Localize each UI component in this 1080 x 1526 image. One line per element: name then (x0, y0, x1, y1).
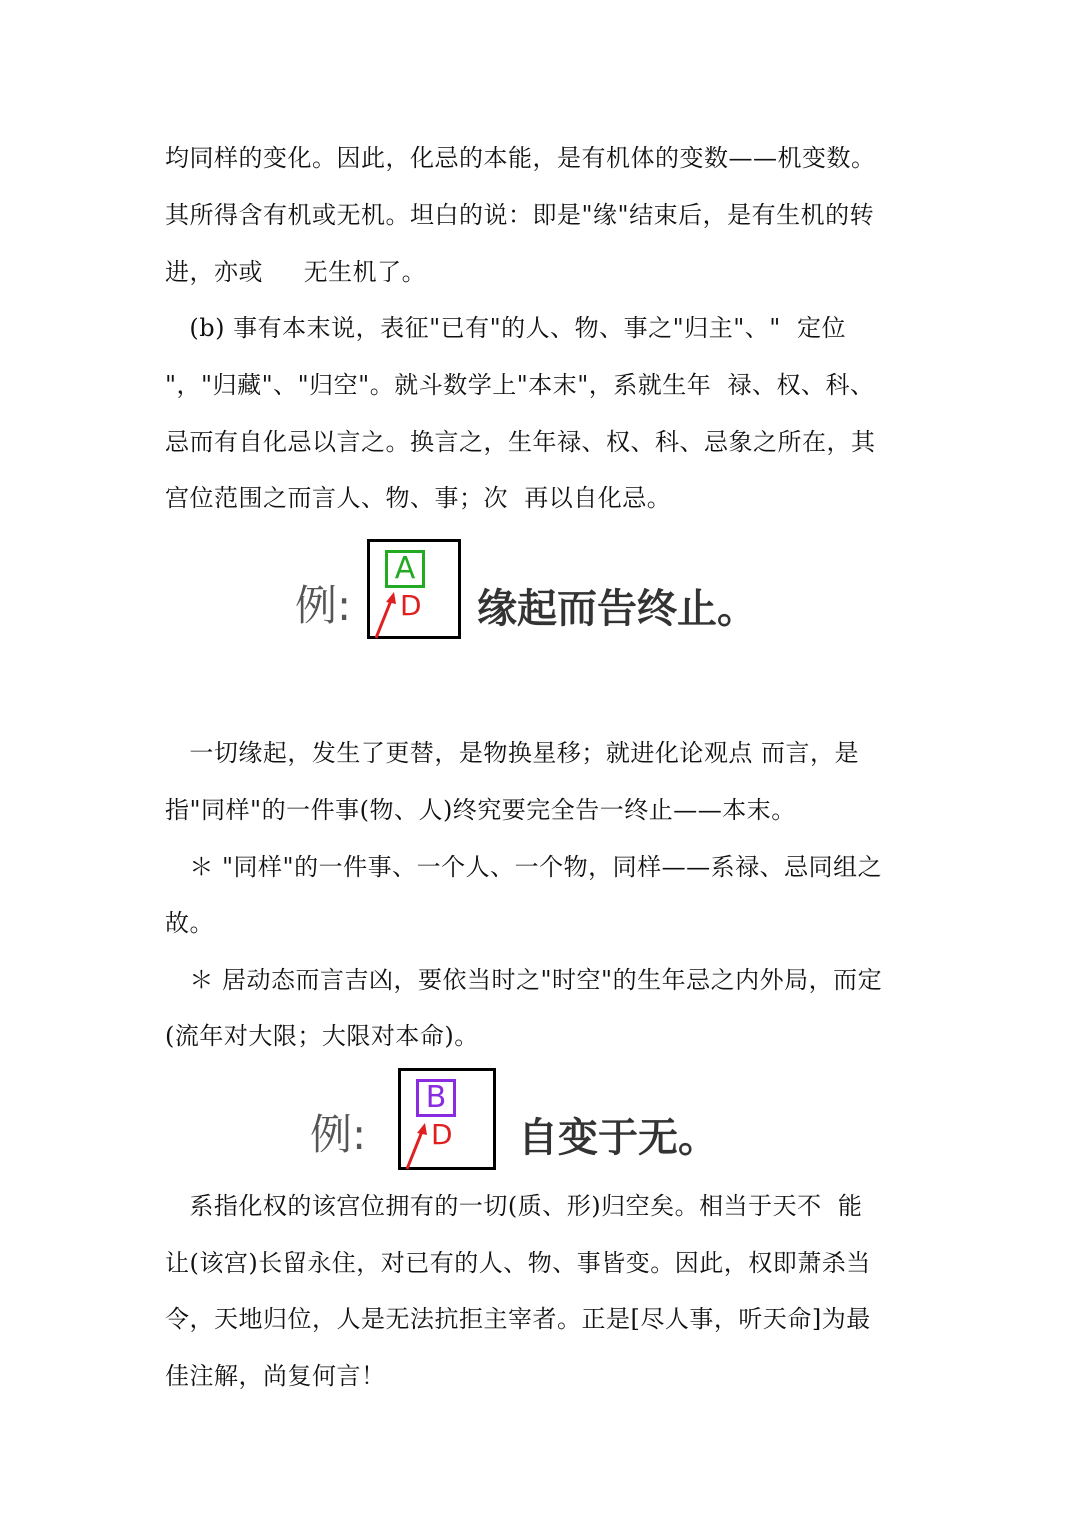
text-line: 一切缘起，发生了更替，是物换星移；就进化论观点 而言，是 (165, 739, 860, 767)
text-line: 均同样的变化。因此，化忌的本能，是有机体的变数——机变数。 (165, 144, 876, 172)
text-line: 其所得含有机或无机。坦白的说：即是"缘"结束后，是有生机的转 (165, 201, 875, 229)
text-line: 忌而有自化忌以言之。换言之，生年禄、权、科、忌象之所在，其 (165, 428, 876, 456)
text-line: 故。 (165, 909, 214, 937)
text-line: ＊ "同样"的一件事、一个人、一个物，同样——系禄、忌同组之 (165, 853, 883, 881)
example-label: 例: (310, 1110, 367, 1159)
example-caption: 缘起而告终止。 (477, 586, 757, 632)
star-a-box: A (385, 550, 425, 588)
text-line: 佳注解，尚复何言！ (165, 1362, 386, 1390)
example-caption: 自变于无。 (518, 1115, 718, 1161)
text-line: 指"同样"的一件事(物、人)终究要完全告一终止——本末。 (165, 796, 796, 824)
text-line: (b) 事有本末说，表征"已有"的人、物、事之"归主"、" 定位 (165, 314, 847, 342)
star-b-box: B (416, 1079, 456, 1117)
text-line: "，"归藏"、"归空"。就斗数学上"本末"，系就生年 禄、权、科、 (165, 371, 875, 399)
text-line: 系指化权的该宫位拥有的一切(质、形)归空矣。相当于天不 能 (165, 1192, 863, 1220)
example-figure-1 (295, 537, 775, 647)
palace-box (367, 539, 461, 639)
text-line: 宫位范围之而言人、物、事；次 再以自化忌。 (165, 484, 672, 512)
palace-box (398, 1068, 496, 1170)
text-line: 令，天地归位，人是无法抗拒主宰者。正是[尽人事，听天命]为最 (165, 1305, 871, 1333)
example-figure-2 (310, 1066, 730, 1176)
self-transform-d-label: D (431, 1118, 453, 1151)
text-line: 让(该宫)长留永住，对已有的人、物、事皆变。因此，权即萧杀当 (165, 1249, 871, 1277)
text-line: 进，亦或 无生机了。 (165, 258, 427, 286)
text-line: (流年对大限；大限对本命)。 (165, 1022, 479, 1050)
self-transform-d-label: D (400, 589, 422, 622)
text-line: ＊ 居动态而言吉凶，要依当时之"时空"的生年忌之内外局，而定 (165, 966, 883, 994)
example-label: 例: (295, 581, 352, 630)
